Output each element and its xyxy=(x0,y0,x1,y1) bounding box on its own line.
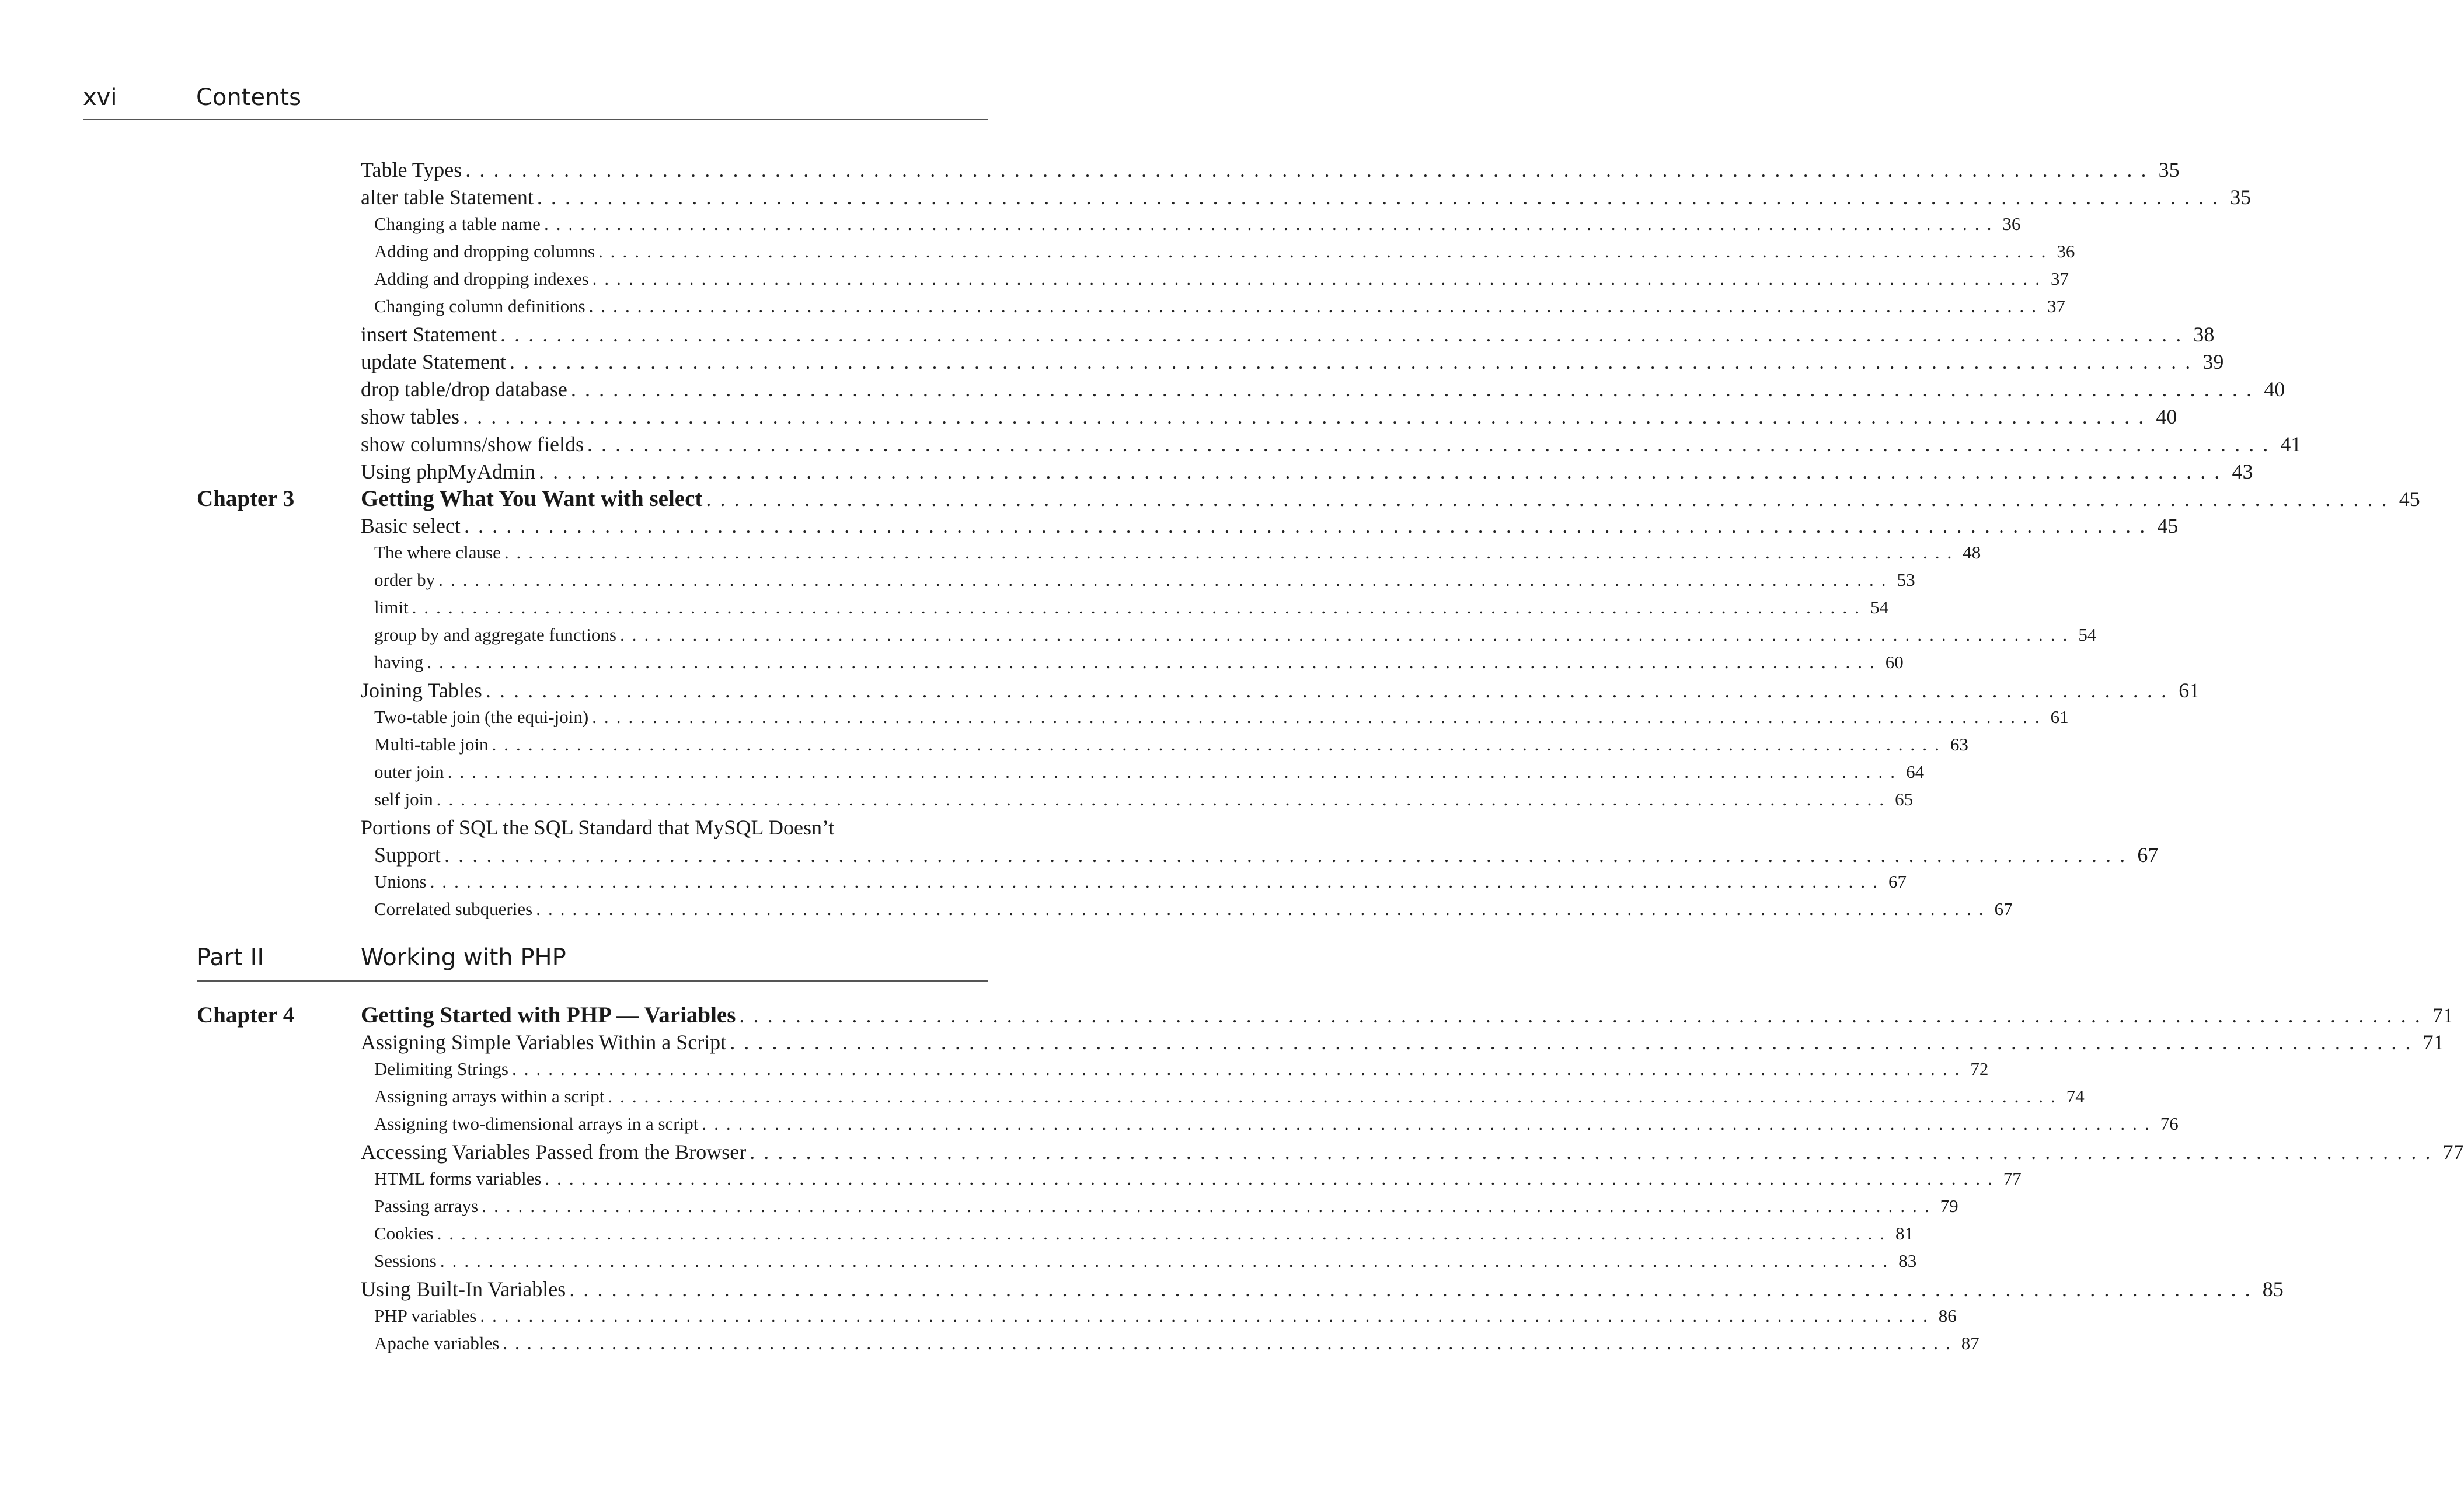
toc-entry-title: Using phpMyAdmin xyxy=(361,460,536,483)
toc-subentry[interactable] xyxy=(0,214,2021,241)
dot-leader: ........................................................................................................................ xyxy=(412,597,1867,617)
toc-page-number: 63 xyxy=(1950,734,1968,755)
dot-leader: ........................................................................................................................ xyxy=(511,1059,1967,1079)
dot-leader: ........................................................................................................................ xyxy=(480,1305,1935,1326)
toc-subentry[interactable] xyxy=(0,296,2066,323)
toc-page-number: 61 xyxy=(2050,707,2069,727)
dot-leader: ........................................................................................................................ xyxy=(492,734,1947,755)
dot-leader: ........................................................................................................................ xyxy=(569,1277,2259,1301)
toc-page-number: 67 xyxy=(2137,843,2159,867)
toc-page-number: 36 xyxy=(2002,214,2021,234)
toc-entry-title: Using Built-In Variables xyxy=(361,1277,566,1301)
dot-leader: ........................................................................................................................ xyxy=(463,514,2154,537)
toc-entry-title: Delimiting Strings xyxy=(374,1059,508,1079)
dot-leader: ........................................................................................................................ xyxy=(427,652,1882,672)
toc-page-number: 72 xyxy=(1970,1059,1989,1079)
toc-page-number: 35 xyxy=(2230,186,2252,209)
dot-leader: ........................................................................................................................ xyxy=(750,1140,2439,1164)
dot-leader: ........................................................................................................................ xyxy=(440,1251,1895,1271)
toc-entry-title: show columns/show fields xyxy=(361,432,584,456)
dot-leader: ........................................................................................................................ xyxy=(598,241,2054,261)
toc-entry-title: update Statement xyxy=(361,350,506,373)
toc-page-number: 60 xyxy=(1885,652,1904,672)
toc-entry-title: Basic select xyxy=(361,514,461,537)
chapter-3-title-entry[interactable] xyxy=(0,486,2420,513)
toc-entry-title: Correlated subqueries xyxy=(374,899,533,919)
toc-subentry[interactable] xyxy=(0,871,1907,899)
toc-entry-title: Changing column definitions xyxy=(374,296,585,316)
dot-leader: ........................................................................................................................ xyxy=(592,707,2047,727)
toc-page-number: 77 xyxy=(2003,1168,2022,1189)
dot-leader: ........................................................................................................................ xyxy=(536,186,2227,209)
toc-page-number: 36 xyxy=(2057,241,2075,261)
toc-entry[interactable] xyxy=(0,1277,2284,1304)
toc-page-number: 39 xyxy=(2202,350,2224,373)
toc-subentry[interactable] xyxy=(0,1059,1989,1086)
toc-entry[interactable] xyxy=(0,350,2224,377)
toc-entry-title: order by xyxy=(374,570,435,590)
toc-entry-title: Apache variables xyxy=(374,1333,500,1353)
toc-page-number: 67 xyxy=(1994,899,2013,919)
toc-subentry[interactable] xyxy=(0,268,2069,296)
dot-leader: ........................................................................................................................ xyxy=(608,1086,2063,1106)
toc-page-number: 37 xyxy=(2051,268,2069,289)
dot-leader: ........................................................................................................................ xyxy=(438,570,1894,590)
toc-entry-title: Adding and dropping columns xyxy=(374,241,595,261)
toc-page-number: 45 xyxy=(2399,487,2420,511)
toc-entry-title: Adding and dropping indexes xyxy=(374,268,589,289)
dot-leader: ........................................................................................................................ xyxy=(592,268,2048,289)
dot-leader: ........................................................................................................................ xyxy=(536,899,1991,919)
toc-page-number: 83 xyxy=(1898,1251,1917,1271)
toc-entry-title: Assigning Simple Variables Within a Script xyxy=(361,1031,727,1054)
dot-leader: ........................................................................................................................ xyxy=(465,158,2155,181)
chapter-3-label: Chapter 3 xyxy=(197,486,295,511)
toc-page-number: 45 xyxy=(2157,514,2179,537)
dot-leader: ........................................................................................................................ xyxy=(619,624,2075,645)
dot-leader: ........................................................................................................................ xyxy=(587,432,2277,456)
toc-entry-title: HTML forms variables xyxy=(374,1168,542,1189)
toc-page-number: 81 xyxy=(1895,1223,1914,1244)
toc-page-number: 76 xyxy=(2160,1113,2179,1134)
toc-subentry[interactable] xyxy=(0,624,2097,652)
dot-leader: ........................................................................................................................ xyxy=(503,1333,1958,1353)
dot-leader: ........................................................................................................................ xyxy=(462,405,2153,428)
toc-subentry[interactable] xyxy=(0,899,2013,926)
toc-page-number: 40 xyxy=(2264,378,2285,401)
dot-leader: ........................................................................................................................ xyxy=(739,1004,2429,1027)
toc-entry-title: Unions xyxy=(374,871,427,892)
toc-entry-continued[interactable] xyxy=(0,843,2159,870)
dot-leader: ........................................................................................................................ xyxy=(702,1113,2157,1134)
chapter-title: Getting Started with PHP — Variables xyxy=(361,1003,736,1028)
toc-page-number: 37 xyxy=(2047,296,2066,316)
toc-subentry[interactable] xyxy=(0,1113,2179,1141)
toc-page-number: 64 xyxy=(1906,762,1925,782)
toc-entry[interactable] xyxy=(0,432,2302,459)
toc-subentry[interactable] xyxy=(0,789,1914,816)
toc-subentry[interactable] xyxy=(0,734,1968,762)
toc-entry-title: Multi-table join xyxy=(374,734,489,755)
toc-entry-title: Support xyxy=(374,843,441,867)
toc-entry-title: show tables xyxy=(361,405,459,428)
toc-page-number: 54 xyxy=(2078,624,2097,645)
toc-subentry[interactable] xyxy=(0,652,1904,679)
toc-entry-title: Passing arrays xyxy=(374,1196,479,1216)
toc-page-number: 86 xyxy=(1938,1305,1957,1326)
toc-page-number: 38 xyxy=(2193,323,2215,346)
dot-leader: ........................................................................................................................ xyxy=(482,1196,1937,1216)
dot-leader: ........................................................................................................................ xyxy=(430,871,1885,892)
toc-entry[interactable] xyxy=(0,185,2252,212)
dot-leader: ........................................................................................................................ xyxy=(545,1168,2000,1189)
dot-leader: ........................................................................................................................ xyxy=(570,378,2261,401)
toc-entry-title: self join xyxy=(374,789,433,809)
toc-subentry[interactable] xyxy=(0,1196,1958,1223)
toc-page-number: 77 xyxy=(2442,1140,2464,1164)
toc-entry-title: having xyxy=(374,652,424,672)
dot-leader: ........................................................................................................................ xyxy=(444,843,2134,867)
page-folio: xvi xyxy=(83,84,117,111)
toc-subentry[interactable] xyxy=(0,1086,2085,1113)
toc-page-number: 85 xyxy=(2262,1277,2284,1301)
dot-leader: ........................................................................................................................ xyxy=(730,1031,2420,1054)
chapter-4-label: Chapter 4 xyxy=(197,1003,295,1028)
toc-entry-title: insert Statement xyxy=(361,323,497,346)
dot-leader: ........................................................................................................................ xyxy=(504,542,1960,563)
toc-entry-title: Joining Tables xyxy=(361,679,482,702)
toc-page-number: 53 xyxy=(1897,570,1915,590)
toc-subentry[interactable] xyxy=(0,597,1888,624)
toc-entry-title: Cookies xyxy=(374,1223,434,1244)
toc-subentry[interactable] xyxy=(0,707,2069,734)
toc-subentry[interactable] xyxy=(0,1305,1957,1333)
toc-entry[interactable] xyxy=(0,459,2253,487)
dot-leader: ........................................................................................................................ xyxy=(485,679,2176,702)
toc-subentry[interactable] xyxy=(0,241,2075,268)
toc-entry[interactable] xyxy=(0,377,2285,404)
part-heading xyxy=(197,944,988,982)
toc-entry-title: limit xyxy=(374,597,409,617)
toc-entry-title: outer join xyxy=(374,762,444,782)
toc-page-number: 71 xyxy=(2432,1004,2453,1027)
dot-leader: ........................................................................................................................ xyxy=(500,323,2190,346)
toc-subentry[interactable] xyxy=(0,542,1981,570)
toc-page-number: 79 xyxy=(1940,1196,1958,1216)
toc-entry[interactable] xyxy=(0,514,2179,541)
toc-entry-title: group by and aggregate functions xyxy=(374,624,616,645)
toc-entry-title: Sessions xyxy=(374,1251,437,1271)
toc-entry[interactable] xyxy=(0,158,2180,185)
dot-leader: ........................................................................................................................ xyxy=(509,350,2200,373)
toc-entry-title: Assigning arrays within a script xyxy=(374,1086,605,1106)
toc-page-number: 48 xyxy=(1963,542,1981,563)
toc-entry[interactable] xyxy=(0,1030,2444,1057)
toc-page-number: 61 xyxy=(2179,679,2200,702)
toc-entry-title: drop table/drop database xyxy=(361,378,567,401)
running-head xyxy=(83,82,988,120)
chapter-title: Getting What You Want with select xyxy=(361,486,703,511)
toc-subentry[interactable] xyxy=(0,570,1915,597)
toc-entry[interactable] xyxy=(0,322,2215,350)
dot-leader: ........................................................................................................................ xyxy=(543,214,1999,234)
toc-subentry[interactable] xyxy=(0,1251,1917,1278)
toc-entry-title: Two-table join (the equi-join) xyxy=(374,707,589,727)
toc-page-number: 67 xyxy=(1888,871,1907,892)
dot-leader: ........................................................................................................................ xyxy=(588,296,2044,316)
toc-page-number: 40 xyxy=(2156,405,2177,428)
dot-leader: ........................................................................................................................ xyxy=(447,762,1903,782)
dot-leader: ........................................................................................................................ xyxy=(436,789,1892,809)
toc-page-number: 35 xyxy=(2158,158,2180,181)
toc-page-number: 41 xyxy=(2280,432,2302,456)
toc-entry-title: Accessing Variables Passed from the Browser xyxy=(361,1140,747,1164)
toc-entry-title: Assigning two-dimensional arrays in a script xyxy=(374,1113,699,1134)
toc-page-number: 87 xyxy=(1961,1333,1979,1353)
toc-page-number: 65 xyxy=(1895,789,1914,809)
toc-subentry[interactable] xyxy=(0,1168,2022,1196)
running-head-title: Contents xyxy=(196,84,301,111)
toc-entry-title: Table Types xyxy=(361,158,462,181)
toc-entry-title[interactable]: Portions of SQL the SQL Standard that MySQL Doesn’t xyxy=(361,816,835,839)
toc-entry-title: Changing a table name xyxy=(374,214,541,234)
toc-entry-title: The where clause xyxy=(374,542,501,563)
toc-page-number: 74 xyxy=(2066,1086,2085,1106)
toc-subentry[interactable] xyxy=(0,762,1925,789)
toc-entry[interactable] xyxy=(0,404,2177,432)
toc-page-number: 43 xyxy=(2232,460,2253,483)
part-label: Part II xyxy=(197,944,264,971)
toc-subentry[interactable] xyxy=(0,1333,1979,1360)
toc-page-number: 71 xyxy=(2423,1031,2444,1054)
part-title[interactable]: Working with PHP xyxy=(361,944,566,971)
toc-entry[interactable] xyxy=(0,1140,2464,1167)
toc-entry[interactable] xyxy=(0,678,2200,706)
toc-entry-title: alter table Statement xyxy=(361,186,534,209)
toc-subentry[interactable] xyxy=(0,1223,1914,1251)
chapter-4-title-entry[interactable] xyxy=(0,1002,2453,1029)
dot-leader: ........................................................................................................................ xyxy=(539,460,2229,483)
toc-page-number: 54 xyxy=(1870,597,1888,617)
toc-entry-title: PHP variables xyxy=(374,1305,477,1326)
dot-leader: ........................................................................................................................ xyxy=(437,1223,1893,1244)
dot-leader: ........................................................................................................................ xyxy=(706,487,2396,511)
